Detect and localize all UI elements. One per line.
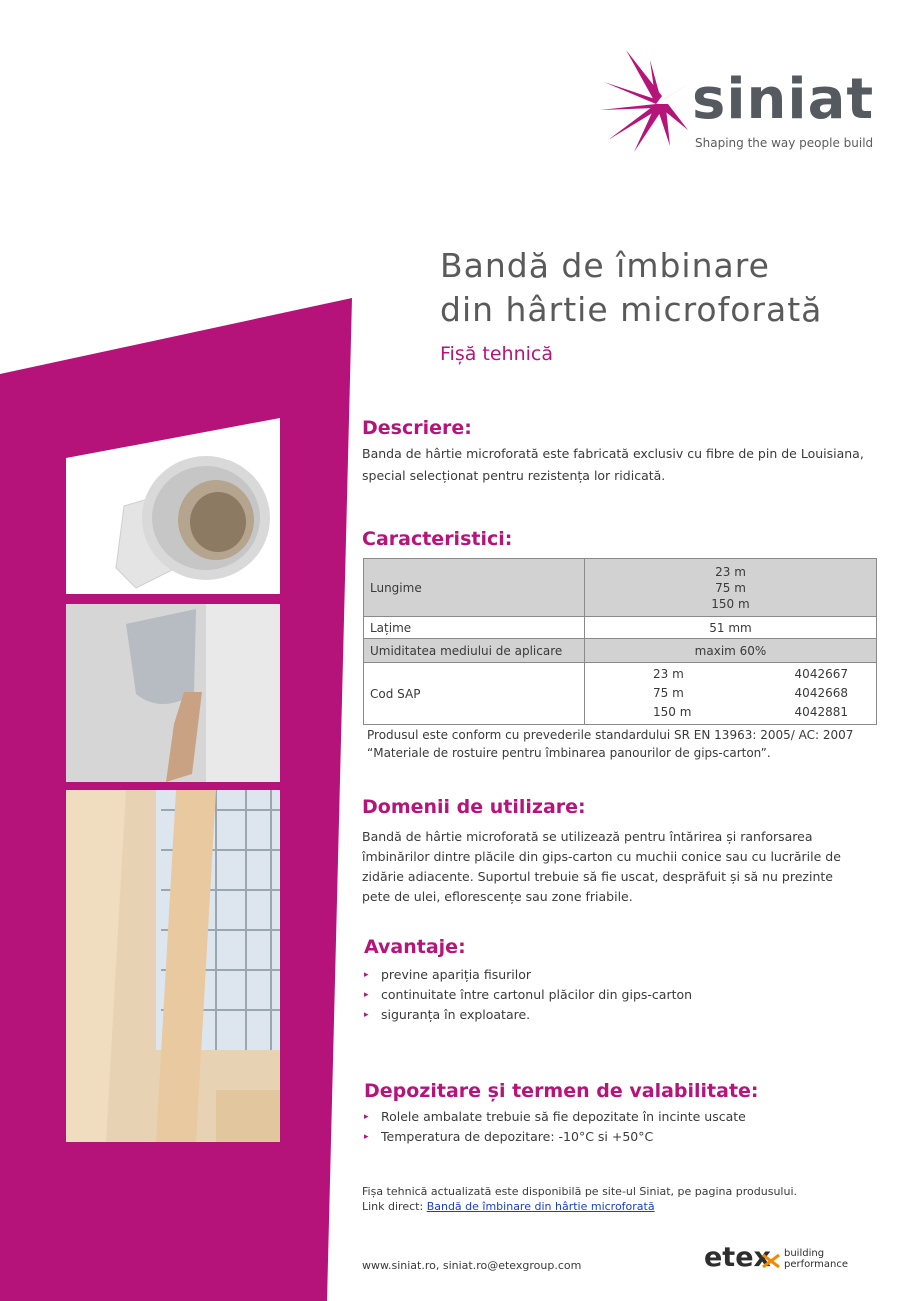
etex-logo — [704, 1242, 864, 1278]
list-item — [364, 965, 692, 985]
bullet-triangle-icon: ▸ — [364, 1010, 369, 1020]
product-page-link[interactable]: Bandă de îmbinare din hârtie microforată — [426, 1200, 655, 1213]
descriere-text-1: Banda de hârtie microforată este fabricată exclusiv cu fibre de pin de Louisiana, — [362, 446, 864, 461]
table-row — [364, 559, 877, 617]
footer-link-prefix: Link direct: — [362, 1200, 427, 1213]
domenii-text-3: zidărie adiacente. Suportul trebuie să fie uscat, desprăfuit și să nu prezinte — [362, 869, 833, 884]
avantaje-heading: Avantaje: — [364, 936, 466, 958]
descriere-heading: Descriere: — [362, 417, 472, 439]
bullet-triangle-icon: ▸ — [364, 970, 369, 980]
table-cell-value — [585, 663, 877, 725]
depozitare-heading: Depozitare și termen de valabilitate: — [364, 1080, 759, 1102]
list-item-text: previne apariția fisurilor — [381, 967, 531, 982]
table-cell-value — [585, 559, 877, 617]
bullet-triangle-icon: ▸ — [364, 990, 369, 1000]
spec-table — [363, 558, 877, 725]
document-title-line-1: Bandă de îmbinare — [440, 246, 770, 285]
standard-note-1: Produsul este conform cu prevederile standardului SR EN 13963: 2005/ AC: 2007 — [367, 728, 854, 742]
table-row — [364, 663, 877, 725]
etex-tagline-2: performance — [784, 1259, 849, 1270]
sap-code: 4042881 — [794, 705, 848, 719]
table-cell-value: 51 mm — [585, 617, 877, 639]
domenii-text-2: îmbinărilor dintre plăcile din gips-carton cu muchii conice sau cu lucrările de — [362, 849, 841, 864]
sap-code-grid — [591, 665, 870, 722]
sap-code: 4042667 — [794, 667, 848, 681]
sap-length: 75 m — [653, 686, 684, 700]
caracteristici-heading: Caracteristici: — [362, 528, 513, 550]
depozitare-list — [364, 1107, 746, 1147]
length-value: 150 m — [711, 596, 750, 611]
etex-wordmark: etex — [704, 1242, 771, 1273]
etex-x-mark-icon — [762, 1254, 780, 1268]
sap-length: 23 m — [653, 667, 684, 681]
interior-photo — [66, 790, 280, 1142]
table-cell-label: Umiditatea mediului de aplicare — [364, 639, 585, 663]
footer-contact: www.siniat.ro, siniat.ro@etexgroup.com — [362, 1259, 582, 1272]
tape-roll-photo — [66, 418, 280, 594]
list-item-text: Temperatura de depozitare: -10°C si +50°C — [381, 1129, 654, 1144]
bullet-triangle-icon: ▸ — [364, 1132, 369, 1142]
document-title-line-2: din hârtie microforată — [440, 290, 823, 329]
standard-note-2: “Materiale de rostuire pentru îmbinarea panourilor de gips-carton”. — [367, 746, 771, 760]
table-row — [364, 639, 877, 663]
length-value: 23 m — [715, 564, 746, 579]
table-cell-label: Lungime — [364, 559, 585, 617]
table-cell-label: Lațime — [364, 617, 585, 639]
bullet-triangle-icon: ▸ — [364, 1112, 369, 1122]
table-row — [364, 617, 877, 639]
sap-code: 4042668 — [794, 686, 848, 700]
sap-length: 150 m — [653, 705, 692, 719]
domenii-text-1: Bandă de hârtie microforată se utilizează pentru întărirea și ranforsarea — [362, 829, 813, 844]
domenii-heading: Domenii de utilizare: — [362, 796, 586, 818]
list-item-text: Rolele ambalate trebuie să fie depozitate în incinte uscate — [381, 1109, 746, 1124]
domenii-text-4: pete de ulei, eflorescențe sau zone friabile. — [362, 889, 633, 904]
avantaje-list — [364, 965, 692, 1025]
list-item — [364, 1107, 746, 1127]
list-item — [364, 985, 692, 1005]
footer-note: Fișa tehnică actualizată este disponibilă pe site-ul Siniat, pe pagina produsului. — [362, 1185, 797, 1198]
descriere-text-2: special selecționat pentru rezistența lor ridicată. — [362, 468, 666, 483]
brand-tagline: Shaping the way people build — [695, 136, 874, 150]
brand-wordmark: siniat — [692, 67, 875, 132]
list-item-text: continuitate între cartonul plăcilor din gips-carton — [381, 987, 693, 1002]
footer-link-line — [362, 1199, 655, 1214]
list-item — [364, 1005, 692, 1025]
etex-tagline-1: building — [784, 1248, 825, 1259]
document-subtitle: Fișă tehnică — [440, 343, 553, 365]
list-item-text: siguranța în exploatare. — [381, 1007, 531, 1022]
table-cell-value: maxim 60% — [585, 639, 877, 663]
trowel-photo — [66, 604, 280, 782]
length-value: 75 m — [715, 580, 746, 595]
table-cell-label: Cod SAP — [364, 663, 585, 725]
list-item — [364, 1127, 746, 1147]
